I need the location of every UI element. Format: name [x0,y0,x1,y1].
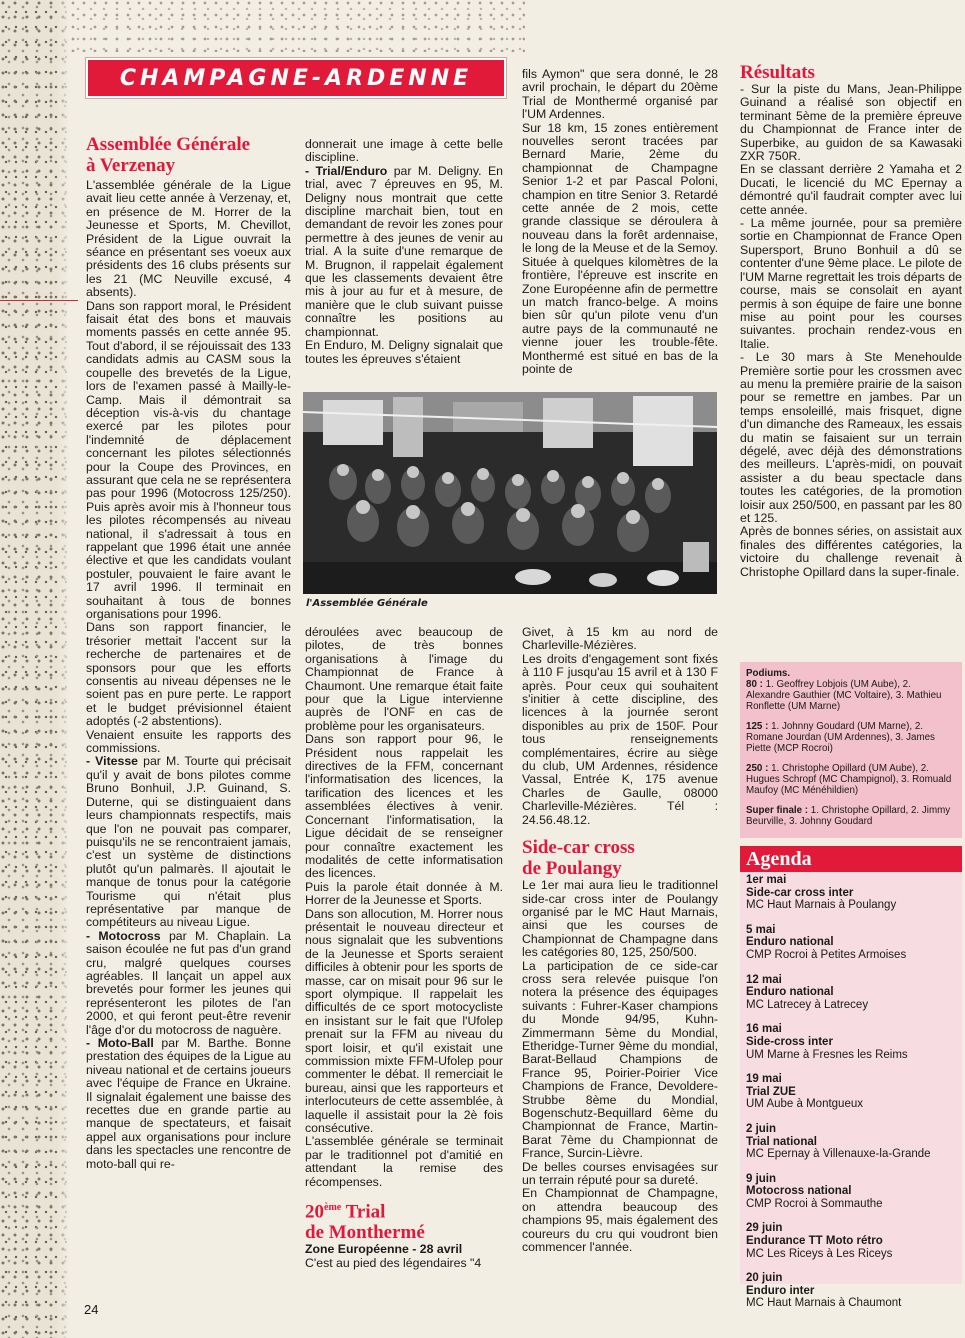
podium-label: 125 : [746,721,769,732]
agenda-list [740,872,962,1310]
trial-word: Trial [341,1201,386,1223]
margin-rule [0,300,78,301]
trial-subtitle-text: Zone Européenne - 28 avril [305,1242,463,1257]
agenda-item [746,1222,956,1260]
agenda-item [746,1123,956,1161]
column-4 [740,62,962,579]
paragraph: De belles courses envisagées sur un terrain réputé pour sa dureté. [522,1159,718,1188]
agenda-place: MC Les Riceys à Les Riceys [746,1247,893,1260]
paragraph: Givet, à 15 km au nord de Charleville-Mézières. [522,625,718,653]
paragraph: - Le 30 mars à Ste Menehoulde Première sortie pour les crossmen avec au menu la première prairie de la saison pour se remettre en jambes. Par un temps ensoleillé, mais frisquet, digne d'un dimanche des Rameaux, les essais du matin se faisaient sur un terrain dégelé, avec déjà des démonstrations des meilleurs. L'après-midi, on pouvait assister a du beau spectacle dans toutes les catégories, de la promotion loisir aux 250/500, en passant par les 80 et 125. [740,350,962,525]
sidecar-heading-line-1: Side-car cross [522,837,635,859]
paragraph [86,755,291,929]
agenda-date: 20 juin [746,1272,783,1285]
agenda-item [746,1173,956,1211]
agenda-event: Side-cross inter [746,1035,833,1048]
paragraph: En Championnat de Champagne, on attendra beaucoup des champions 95, mais également des coureurs du cru qui voudront bien commencer l'année. [522,1186,718,1255]
commission-text: par M. Tourte qui précisait qu'il y avait de bons pilotes comme Bruno Bonhuil, J.P. Guinand, S. Duterne, qui se distinguaient dans leurs championnats respectifs, mais que l'on ne pouvait pas comparer, puisqu'ils ne se rencontraient jamais, c'est un système de distinctions plutôt qu'un palmarès. Il ajoutait le manque de tonus pour la catégorie Tourisme qui n'était plus représentative par manque de compétiteurs au niveau Ligue. [86,754,292,930]
paragraph: L'assemblée générale se terminait par le traditionnel pot d'amitié en attendant la remise des récompenses. [305,1134,503,1189]
paragraph [305,165,503,339]
trial-heading-line-2: de Monthermé [305,1222,425,1244]
heading-line-2: à Verzenay [86,155,176,176]
paragraph: - La même journée, pour sa première sortie en Championnat de France Open Supersport, Bruno Bonhuil a dû se contenter d'une 9ème place. Le pilote de l'UM Marne regrettait les trois départs de course, mais se consolait en ayant permis à son équipe de faire une bonne mise au point pour les courses suivantes. prochain rendez-vous en Italie. [740,216,962,351]
agenda-item [746,1023,956,1061]
paragraph: En se classant derrière 2 Yamaha et 2 Ducati, le licencié du MC Epernay a démontré qu'il faudrait compter avec lui cette année. [740,162,962,217]
column-2-top [305,138,503,366]
column-2-bottom [305,626,503,1270]
podium-label: Super finale : [746,805,809,816]
podium-125 [746,721,956,754]
podium-text: 1. Christophe Opillard (UM Aube), 2. Hugues Schropf (MC Champignol), 3. Romuald Maufoy (MC Ménéhildien) [746,763,952,796]
agenda-place: UM Aube à Montgueux [746,1098,863,1111]
page-number: 24 [84,1302,99,1317]
sidecar-heading-line-2: de Poulangy [522,858,622,880]
paragraph: Après de bonnes séries, on assistait aux finales des différentes catégories, la victoire du challenge revenait à Christophe Opillard dans la super-finale. [740,524,962,579]
agenda-event: Trial ZUE [746,1085,796,1098]
paragraph: Les droits d'engagement sont fixés à 110 F jusqu'au 15 avril et à 130 F après. Pour ceux qui souhaitent s'initier à cette discipline, des licences à la journée seront disponibles au prix de 150F. Pour tous renseignements complémentaires, écrire au siège du club, UM Ardennes, résidence Vassal, Entrée K, 175 avenue Charles de Gaulle, 08000 Charleville-Mézières. Tél : 24.56.48.12. [522,651,718,827]
agenda-place: CMP Rocroi à Petites Armoises [746,948,907,961]
podium-text: 1. Geoffrey Lobjois (UM Aube), 2. Alexandre Gauthier (MC Voltaire), 3. Mathieu Ronflette (UM Marne) [746,679,942,712]
commission-label: - Vitesse [86,754,139,769]
podium-80 [746,679,956,712]
decorative-top-pattern [70,0,525,52]
trial-ordinal: ème [324,1202,342,1214]
agenda-item [746,924,956,962]
paragraph: Venaient ensuite les rapports des commissions. [86,727,291,756]
assembly-photo [303,392,717,594]
commission-label: - Motocross [86,928,161,943]
banner-title: CHAMPAGNE-ARDENNE [119,65,473,91]
trial-subtitle [305,1243,503,1256]
agenda-place: MC Haut Marnais à Chaumont [746,1297,902,1310]
agenda-title: Agenda [740,846,962,872]
paragraph: Puis la parole était donnée à M. Horrer de la Jeunesse et Sports. [305,879,503,908]
podiums-title-text: Podiums. [746,668,791,679]
column-1 [86,134,291,1171]
decorative-margin-pattern [0,0,70,1338]
agenda-place: CMP Rocroi à Sommauthe [746,1197,883,1210]
photo-caption: l'Assemblée Générale [306,598,428,609]
agenda-place: UM Marne à Fresnes les Reims [746,1048,908,1061]
commission-label: - Moto-Ball [86,1036,154,1050]
podium-super-finale [746,805,956,827]
podium-label: 80 : [746,679,763,690]
podium-250 [746,763,956,796]
agenda-place: MC Latrecey à Latrecey [746,998,869,1011]
agenda-date: 9 juin [746,1172,777,1185]
agenda-item [746,1073,956,1111]
paragraph: Dans son rapport financier, le trésorier mettait l'accent sur la recherche de partenaires et de sponsors pour que les efforts consentis au niveau dépenses ne le soient pas en pure perte. Le rapport et le budget prévisionnel étaient adoptés (-2 abstentions). [86,620,291,729]
podium-label: 250 : [746,763,769,774]
agenda-date: 5 mai [746,923,776,936]
agenda-item [746,974,956,1012]
podiums-box [740,662,962,838]
trial-heading [305,1197,503,1243]
paragraph: Dans son rapport pour 96, le Président nous rappelait les directives de la FFM, concernant l'informatisation des licences, la tarification des licences et les assemblées électives à venir. Concernant l'informatisation, la Ligue décidait de se renseigner pour connaître exactement les modalités de cette informatisation des licences. [305,732,503,881]
agenda-date: 19 mai [746,1073,782,1086]
paragraph: Dans son allocution, M. Horrer nous présentait le nouveau directeur et nous signalait que les subventions de la Jeunesse et Sports seraient difficiles à obtenir pour les sports de masse, car on misait pour 96 sur le sport olympique. Il rappelait les difficultés de ce sport motocycliste en insistant sur le fait que l'Ufolep prenait sur la FFM au niveau du sport loisir, et qu'il existait une commission mixte FFM-Ufolep pour commenter le débat. Il remerciait le bureau, ainsi que les rapporteurs et interlocuteurs de cette assemblée, à laquelle il assistait pour la 2è fois consécutive. [305,906,503,1136]
agenda-event: Enduro national [746,936,834,949]
paragraph: En Enduro, M. Deligny signalait que toutes les épreuves s'étaient [305,338,503,366]
podium-text: 1. Christophe Opillard, 2. Jimmy Beurville, 3. Johnny Goudard [746,805,951,827]
paragraph: Dans son rapport moral, le Président faisait état des bons et mauvais moments passés en cette année 95. Tout d'abord, il se réjouissait des 133 candidats admis au CASM sous la coupelle des brevetés de la Ligue, lors de l'examen passé à Mailly-le-Camp. Mais il démontrait sa déception vis-à-vis du chantage exercé par les pilotes pour l'indemnité de déplacement concernant les pilotes sélectionnés pour la Coupe des Provinces, en assurant que cela ne se représentera pas pour 1996 (Motocross 125/250). Puis après avoir mis à l'honneur tous les pilotes récompensés au niveau national, il s'adressait à tous en rappelant que 1996 était une année élective et que les candidats voulant postuler, pouvaient le faire avant le 17 avril 1996. Il terminait en souhaitant à tous de bonnes organisations pour 1996. [86,298,291,621]
paragraph: fils Aymon" que sera donné, le 28 avril prochain, le départ du 20ème Trial de Monthermé organisé par l'UM Ardennes. [522,67,718,122]
commission-text: par M. Barthe. Bonne prestation des équipes de la Ligue au niveau national et de certains joueurs avec l'équipe de France en Ukraine. Il signalait également une baisse des recettes due en grande partie au manque de spectateurs, et faisait appel aux organisations pour inclure dans les spectacles une rencontre de moto-ball qui re- [86,1036,291,1171]
trial-heading-line-1 [305,1197,503,1222]
agenda-event: Endurance TT Moto rétro [746,1235,883,1248]
section-banner [86,58,506,98]
paragraph: L'assemblée générale de la Ligue avait lieu cette année à Verzenay, et, en présence de M. Horrer de la Jeunesse et Sports, M. Chevillot, Président de la Ligue ouvrait la séance en présentant ses voeux aux présidents des 16 clubs présents sur les 21 (MC Neuville excusé, 4 absents). [86,178,291,300]
results-heading: Résultats [740,62,815,83]
commission-label: - Trial/Enduro [305,163,388,178]
paragraph: - Sur la piste du Mans, Jean-Philippe Guinand a réalisé son objectif en terminant 5ème de la première épreuve du Championnat de France inter de Superbike, au guidon de sa Kawasaki ZXR 750R. [740,82,962,164]
agenda-event: Enduro inter [746,1284,815,1297]
trial-number: 20 [305,1201,324,1223]
heading-line-1: Assemblée Générale [86,134,251,155]
agenda-place: MC Epernay à Villenauxe-la-Grande [746,1148,931,1161]
agenda-date: 2 juin [746,1122,777,1135]
paragraph [86,930,291,1037]
column-3-top [522,68,718,376]
agenda-date: 16 mai [746,1023,782,1036]
agenda-event: Enduro national [746,986,834,999]
paragraph [86,1037,291,1171]
agenda-item [746,874,956,912]
commission-text: par M. Chaplain. La saison écoulée ne fut pas d'un grand cru, malgré quelques courses agréables. Il lançait un appel aux brevetés pour former les jeunes qui représenteront les pilotes de l'an 2000, et qui feront peut-être revenir l'âge d'or du motocross de naguère. [86,928,292,1037]
agenda-date: 12 mai [746,973,782,986]
paragraph: C'est au pied des légendaires "4 [305,1255,482,1270]
photo-illustration [303,392,717,594]
paragraph: Sur 18 km, 15 zones entièrement nouvelles seront tracées par Bernard Marie, 2ème du championnat de Champagne Senior 1-2 et par Pascal Poloni, champion en titre Senior 3. Retardé cette année de 2 mois, cette grande classique se déroulera à nouveau dans la forêt ardennaise, le long de la Meuse et de la Semoy. Située à quelques kilomètres de la frontière, l'épreuve est inscrite en Zone Européenne afin de permettre un match franco-belge. A moins bien sûr qu'un pilote venu d'un autre pays de la communauté ne vienne jouer les trouble-fête. Monthermé est situé en bas de la pointe de [522,120,718,376]
podium-text: 1. Johnny Goudard (UM Marne), 2. Romane Jourdan (UM Ardennes), 3. James Piette (MCP Rocroi) [746,721,935,754]
paragraph: déroulées avec beaucoup de pilotes, de très bonnes organisations à l'image du Championnat de France à Chaumont. Une remarque était faite pour que la Ligue intervienne auprès de l'ONF en cas de problème pour les organisateurs. [305,625,503,733]
column-3-bottom [522,626,718,1254]
agenda-event: Motocross national [746,1185,852,1198]
agenda-event: Side-car cross inter [746,886,854,899]
sidecar-heading [522,837,718,879]
paragraph: Le 1er mai aura lieu le traditionnel side-car cross inter de Poulangy organisé par le MC Haut Marnais, ainsi que les courses de Championnat de Champagne dans les catégories 80, 125, 250/500. [522,878,718,960]
agenda-item [746,1272,956,1310]
paragraph: donnerait une image à cette belle discipline. [305,137,503,165]
agenda-date: 29 juin [746,1222,783,1235]
commission-text: par M. Deligny. En trial, avec 7 épreuves en 95, M. Deligny nous montrait que cette discipline marchait bien, tout en demandant de revoir les zones pour permettre à des jeunes de venir au trial. A la suite d'une remarque de M. Brugnon, il rappelait également que les classements devaient être mis à jour au fur et à mesure, de manière que le club suivant puisse connaître les positions au championnat. [305,163,503,339]
agenda-place: MC Haut Marnais à Poulangy [746,899,897,912]
podiums-title [746,668,956,679]
article-heading [86,134,291,176]
agenda-event: Trial national [746,1135,817,1148]
paragraph: La participation de ce side-car cross sera relevée puisque l'on notera la présence des équipages suivants : Fuhrer-Kaser champions du Monde 94/95, Kuhn-Zimmermann 5ème du Mondial, Etheridge-Turner 9ème du mondial, Barat-Bellaud Champions de France 95, Poirier-Poirier Vice Champions de France, Devoldere-Strubbe 8ème du Mondial, Bogenschutz-Bequillard 6ème du Championnat de France, Martin-Barat 7ème du Championnat de France, Surcin-Lièvre. [522,958,718,1161]
agenda-date: 1er mai [746,874,787,886]
